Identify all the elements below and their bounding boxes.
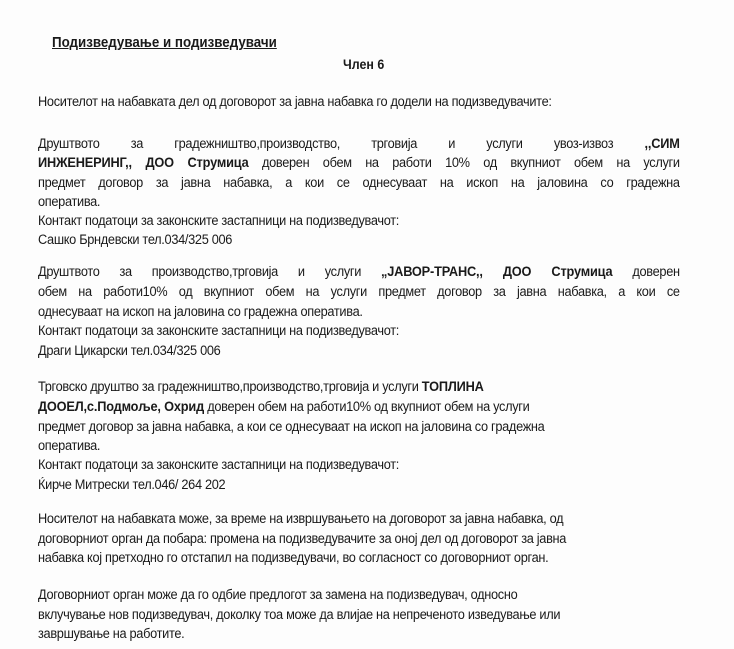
subcontractor-1-line-3: предмет договор за јавна набавка, а кои се однесуваат на ископ на јаловина со градежна xyxy=(38,175,680,191)
subcontractor-3-line-1: Трговско друштво за градежништво,производство,трговија и услуги ТОПЛИНА xyxy=(38,379,484,395)
subcontractor-2-line-1: Друштвото за производство,трговија и услуги „ЈАВОР-ТРАНС,, ДОО Струмица доверен xyxy=(38,264,680,280)
subcontractor-1-contact: Сашко Брндевски тел.034/325 006 xyxy=(38,232,233,248)
subcontractor-2-line-3: однесуваат на ископ на јаловина со градежна оператива. xyxy=(38,304,363,320)
subcontractor-2-contact-label: Контакт податоци за законските застапници на подизведувачот: xyxy=(38,323,399,339)
subcontractor-3-contact: Ќирче Митрески тел.046/ 264 202 xyxy=(38,477,226,493)
subcontractor-1-line-4: оператива. xyxy=(38,194,101,210)
refuse-paragraph-line-2: вклучување нов подизведувач, доколку тоа може да влијае на непреченото изведување или xyxy=(38,607,561,623)
subcontractor-1-line-2: ИНЖЕНЕРИНГ,, ДОО Струмица доверен обем на работи 10% од вкупниот обем на услуги xyxy=(38,155,680,171)
subcontractor-3-line-2: ДООЕЛ,с.Подмоље, Охрид доверен обем на работи10% од вкупниот обем на услуги xyxy=(38,399,530,415)
section-heading: Подизведување и подизведувачи xyxy=(52,35,277,51)
subcontractor-3-contact-label: Контакт податоци за законските застапници на подизведувачот: xyxy=(38,457,399,473)
refuse-paragraph-line-3: завршување на работите. xyxy=(38,626,185,642)
intro-paragraph: Носителот на набавката дел од договорот за јавна набавка го додели на подизведувачите: xyxy=(38,94,552,110)
subcontractor-3-line-4: оператива. xyxy=(38,438,101,454)
change-paragraph-line-2: договорниот орган да побара: промена на подизведувачите за оној дел од договорот за јавна xyxy=(38,531,567,547)
article-number: Член 6 xyxy=(343,57,385,72)
refuse-paragraph-line-1: Договорниот орган може да го одбие предлогот за замена на подизведувач, односно xyxy=(38,587,518,603)
change-paragraph-line-1: Носителот на набавката може, за време на извршувањето на договорот за јавна набавка, од xyxy=(38,511,564,527)
subcontractor-1-contact-label: Контакт податоци за законските застапници на подизведувачот: xyxy=(38,213,399,229)
subcontractor-3-line-3: предмет договор за јавна набавка, а кои се однесуваат на ископ на јаловина со градежна xyxy=(38,419,545,435)
subcontractor-2-contact: Драги Цикарски тел.034/325 006 xyxy=(38,343,221,359)
subcontractor-1-line-1: Друштвото за градежништво,производство, трговија и услуги увоз-извоз ,,СИМ xyxy=(38,136,680,152)
subcontractor-2-line-2: обем на работи10% од вкупниот обем на услуги предмет договор за јавна набавка, а кои се xyxy=(38,284,680,300)
change-paragraph-line-3: набавка кој претходно го отстапил на подизведувачи, во согласност со договорниот орган. xyxy=(38,550,549,566)
